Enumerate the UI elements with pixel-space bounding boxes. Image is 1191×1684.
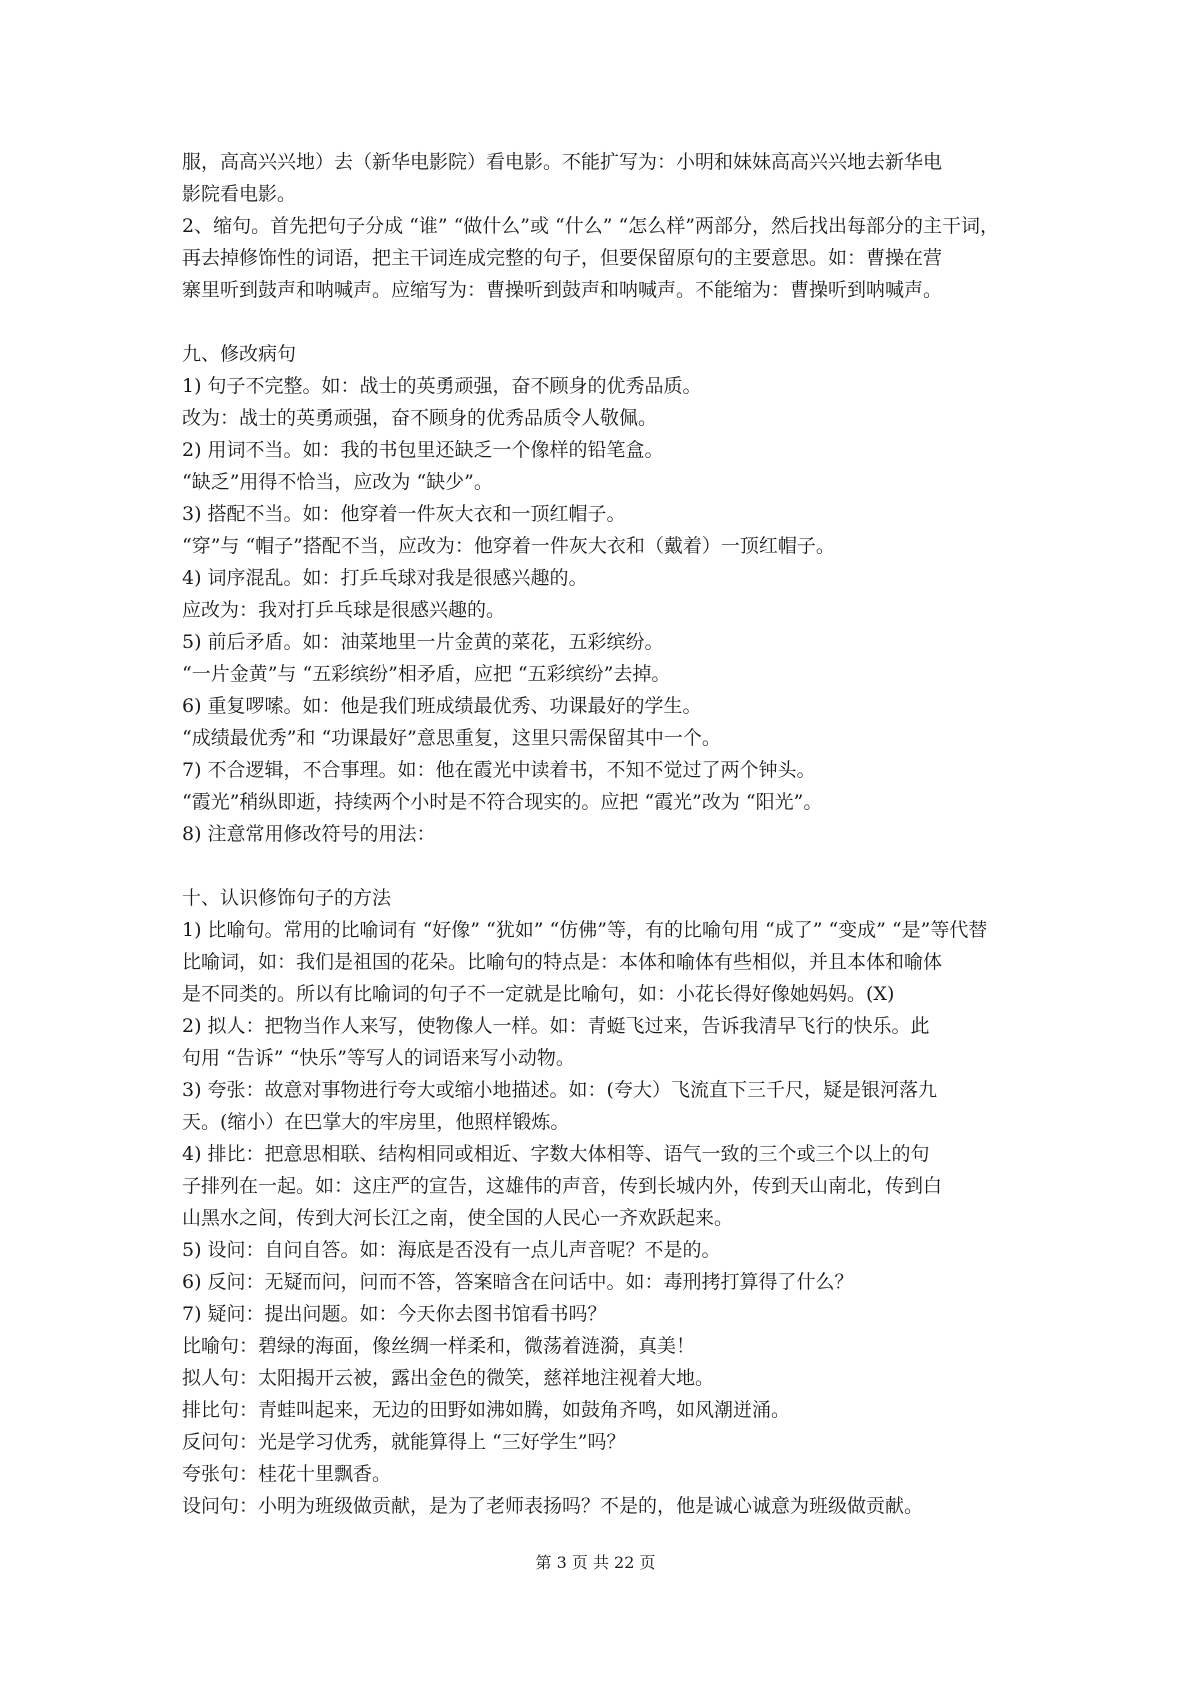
text-line: 服，高高兴兴地）去（新华电影院）看电影。不能扩写为：小明和妹妹高高兴兴地去新华电: [182, 151, 943, 173]
text-line: 设问句：小明为班级做贡献，是为了老师表扬吗？不是的，他是诚心诚意为班级做贡献。: [182, 1495, 924, 1517]
text-line: 4) 词序混乱。如：打乒乓球对我是很感兴趣的。: [182, 567, 588, 589]
text-line: “霞光”稍纵即逝，持续两个小时是不符合现实的。应把 “霞光”改为 “阳光”。: [182, 791, 823, 813]
paragraph-gap: [182, 306, 1022, 338]
text-line: “缺乏”用得不恰当，应改为 “缺少”。: [182, 471, 493, 493]
text-line: 十、认识修饰句子的方法: [182, 887, 392, 909]
text-line: 6) 重复啰嗦。如：他是我们班成绩最优秀、功课最好的学生。: [182, 695, 702, 717]
text-line: “成绩最优秀”和 “功课最好”意思重复，这里只需保留其中一个。: [182, 727, 721, 749]
text-line: 3) 夸张：故意对事物进行夸大或缩小地描述。如：(夸大）飞流直下三千尺，疑是银河落九: [182, 1079, 937, 1101]
paragraph-gap: [182, 850, 1022, 882]
text-line: 比喻句：碧绿的海面，像丝绸一样柔和，微荡着涟漪，真美！: [182, 1335, 696, 1357]
text-line: 4) 排比：把意思相联、结构相同或相近、字数大体相等、语气一致的三个或三个以上的句: [182, 1143, 930, 1165]
text-line: 3) 搭配不当。如：他穿着一件灰大衣和一顶红帽子。: [182, 503, 626, 525]
text-line: 九、修改病句: [182, 343, 297, 365]
text-line: 寨里听到鼓声和呐喊声。应缩写为：曹操听到鼓声和呐喊声。不能缩为：曹操听到呐喊声。: [182, 279, 943, 301]
text-line: 应改为：我对打乒乓球是很感兴趣的。: [182, 599, 506, 621]
text-line: 6) 反问：无疑而问，问而不答，答案暗含在问话中。如：毒刑拷打算得了什么？: [182, 1271, 854, 1293]
text-line: 5) 前后矛盾。如：油菜地里一片金黄的菜花，五彩缤纷。: [182, 631, 664, 653]
text-line: 影院看电影。: [182, 183, 297, 205]
text-line: “一片金黄”与 “五彩缤纷”相矛盾，应把 “五彩缤纷”去掉。: [182, 663, 671, 685]
text-line: 天。(缩小）在巴掌大的牢房里，他照样锻炼。: [182, 1111, 570, 1133]
text-line: 反问句：光是学习优秀，就能算得上 “三好学生”吗？: [182, 1431, 626, 1453]
text-line: “穿”与 “帽子”搭配不当，应改为：他穿着一件灰大衣和（戴着）一顶红帽子。: [182, 535, 835, 557]
text-line: 2、缩句。首先把句子分成 “谁” “做什么”或 “什么” “怎么样”两部分，然后找出每部分的主干词，: [182, 215, 999, 237]
text-line: 2) 用词不当。如：我的书包里还缺乏一个像样的铅笔盒。: [182, 439, 664, 461]
text-line: 1) 句子不完整。如：战士的英勇顽强，奋不顾身的优秀品质。: [182, 375, 702, 397]
text-line: 再去掉修饰性的词语，把主干词连成完整的句子，但要保留原句的主要意思。如：曹操在营: [182, 247, 943, 269]
text-line: 5) 设问：自问自答。如：海底是否没有一点儿声音呢？不是的。: [182, 1239, 721, 1261]
text-line: 7) 疑问：提出问题。如：今天你去图书馆看书吗？: [182, 1303, 607, 1325]
text-line: 8) 注意常用修改符号的用法：: [182, 823, 436, 845]
text-line: 排比句：青蛙叫起来，无边的田野如沸如腾，如鼓角齐鸣，如风潮迸涌。: [182, 1399, 791, 1421]
page-body: [182, 146, 1022, 1522]
text-line: 夸张句：桂花十里飘香。: [182, 1463, 392, 1485]
text-line: 拟人句：太阳揭开云被，露出金色的微笑，慈祥地注视着大地。: [182, 1367, 715, 1389]
text-line: 句用 “告诉” “快乐”等写人的词语来写小动物。: [182, 1047, 575, 1069]
text-line: 2) 拟人：把物当作人来写，使物像人一样。如：青蜓飞过来，告诉我清早飞行的快乐。此: [182, 1015, 930, 1037]
text-line: 1) 比喻句。常用的比喻词有 “好像” “犹如” “仿佛”等，有的比喻句用 “成了” “变成” “是”等代替: [182, 919, 988, 941]
text-line: 7) 不合逻辑，不合事理。如：他在霞光中读着书，不知不觉过了两个钟头。: [182, 759, 816, 781]
text-line: 比喻词，如：我们是祖国的花朵。比喻句的特点是：本体和喻体有些相似，并且本体和喻体: [182, 951, 943, 973]
text-line: 改为：战士的英勇顽强，奋不顾身的优秀品质令人敬佩。: [182, 407, 658, 429]
text-line: 山黑水之间，传到大河长江之南，使全国的人民心一齐欢跃起来。: [182, 1207, 734, 1229]
page-footer: 第 3 页 共 22 页: [535, 1553, 656, 1572]
text-line: 是不同类的。所以有比喻词的句子不一定就是比喻句，如：小花长得好像她妈妈。(X): [182, 983, 895, 1005]
text-line: 子排列在一起。如：这庄严的宣告，这雄伟的声音，传到长城内外，传到天山南北，传到白: [182, 1175, 943, 1197]
